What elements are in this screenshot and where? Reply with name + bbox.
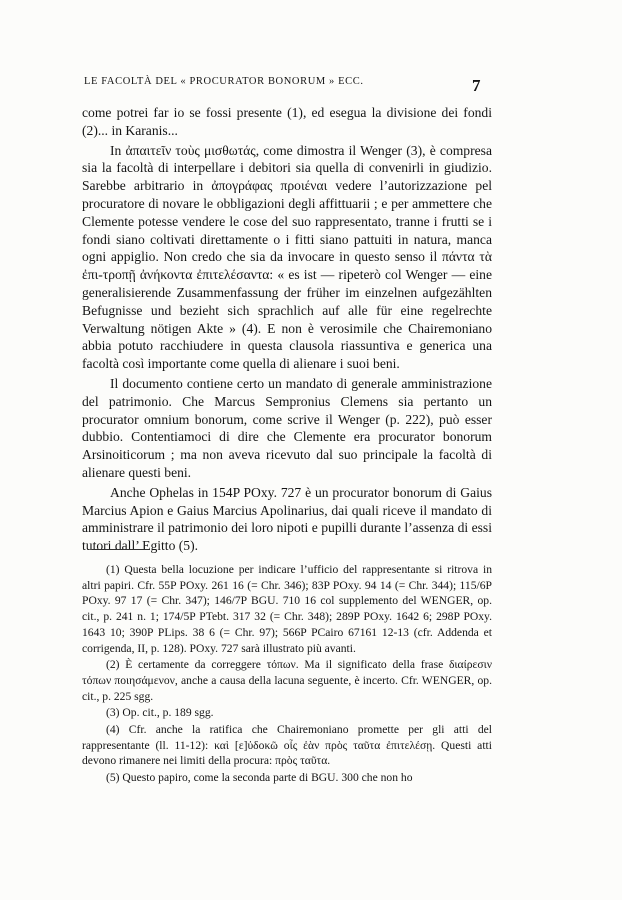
running-title: LE FACOLTÀ DEL « PROCURATOR BONORUM » ECC. (84, 76, 364, 87)
main-text (82, 104, 492, 555)
paragraph: Anche Ophelas in 154P POxy. 727 è un procurator bonorum di Gaius Marcius Apion e Gaius Marcius Apolinarius, dai quali riceve il mandato di amministrare il patrimonio dei loro nipoti e pupilli durante l’assenza di essi tutori dall’ Egitto (5). (82, 484, 492, 554)
footnotes (82, 562, 492, 786)
page-number: 7 (472, 76, 481, 95)
paragraph: In ἀπαιτεῖν τοὺς μισθωτάς, come dimostra il Wenger (3), è compresa sia la facoltà di interpellare i debitori sia quella di convenirli in giudizio. Sarebbe arbitrario in ἀπογράφας προιέναι vedere l’autorizzazione pel procuratore di novare le obbligazioni degli affittuarii ; e per ammettere che Clemente potesse vendere le cose del suo rappresentato, tranne i frutti se i fondi siano coltivati direttamente o i fitti siano pattuiti in natura, manca ogni appiglio. Non credo che sia da invocare in questo senso il πάντα τὰ ἐπι-τροπῇ ἀνήκοντα ἐπιτελέσαντα: « es ist — ripeterò col Wenger — eine generalisierende Zusammenfassung der früher im einzelnen aufgezählten Befugnisse und bezieht sich sprachlich auf alle für eine regelrechte Verwaltung nötigen Akte » (4). E non è verosimile che Chairemoniano abbia potuto racchiudere in questa clausola riassuntiva e generica una facoltà così importante come quella di alienare i suoi beni. (82, 142, 492, 372)
running-header (84, 76, 488, 87)
footnote-divider (92, 549, 150, 550)
footnote: (2) È certamente da correggere τόπων. Ma il significato della frase διαίρεσιν τόπων ποιησάμενον, anche a causa della lacuna seguente, è incerto. Cfr. WENGER, op. cit., p. 225 sgg. (82, 658, 492, 703)
footnote: (5) Questo papiro, come la seconda parte di BGU. 300 che non ho (106, 771, 413, 785)
footnote: (4) Cfr. anche la ratifica che Chairemoniano promette per gli atti del rappresentante (ll. 11-12): καὶ [ε]ὐδοκῶ οἷς ἐὰν πρὸς ταῦτα ἐπιτελέσῃ. Questi atti devono rimanere nei limiti della procura: πρὸς ταῦτα. (82, 723, 492, 768)
footnote: (1) Questa bella locuzione per indicare l’ufficio del rappresentante si ritrova in altri papiri. Cfr. 55P POxy. 261 16 (= Chr. 346); 83P POxy. 94 14 (= Chr. 344); 115/6P POxy. 97 17 (= Chr. 347); 146/7P BGU. 710 16 col supplemento del WENGER, op. cit., p. 241 n. 1; 174/5P PTebt. 317 32 (= Chr. 348); 289P POxy. 1642 6; 298P POxy. 1643 10; 390P PLips. 38 6 (= Chr. 97); 566P PCairo 67161 12-13 (cfr. Addenda et corrigenda, II, p. 128). POxy. 727 sarà illustrato più avanti. (82, 563, 492, 655)
footnote: (3) Op. cit., p. 189 sgg. (106, 706, 214, 720)
paragraph: Il documento contiene certo un mandato di generale amministrazione del patrimonio. Che Marcus Sempronius Clemens sia pertanto un procurator omnium bonorum, come scrive il Wenger (p. 222), può esser dubbio. Contentiamoci di dire che Clemente era procurator bonorum Arsinoiticorum ; ma non aveva ricevuto dal suo principale la facoltà di alienare questi beni. (82, 375, 492, 480)
paragraph: come potrei far io se fossi presente (1), ed esegua la divisione dei fondi (2)... in Karanis... (82, 105, 492, 138)
